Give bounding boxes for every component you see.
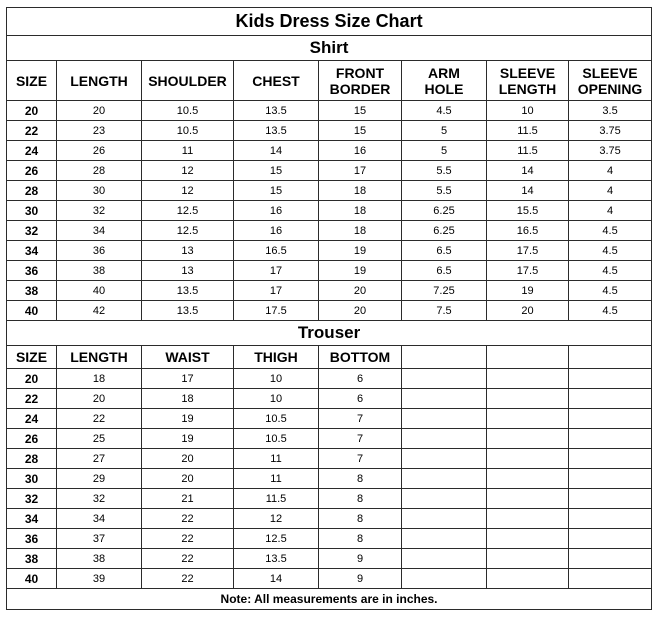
shirt-size-cell: 24 (7, 141, 57, 161)
shirt-value-cell: 13.5 (234, 101, 319, 121)
trouser-header-cell: LENGTH (57, 346, 142, 369)
shirt-table-row (7, 141, 652, 161)
trouser-value-cell: 22 (57, 409, 142, 429)
shirt-value-cell: 15 (319, 121, 402, 141)
trouser-value-cell: 13.5 (234, 549, 319, 569)
trouser-size-cell: 38 (7, 549, 57, 569)
empty-cell (569, 449, 652, 469)
shirt-value-cell: 5.5 (402, 181, 487, 201)
shirt-value-cell: 4.5 (569, 301, 652, 321)
shirt-value-cell: 18 (319, 181, 402, 201)
empty-cell (487, 549, 569, 569)
trouser-value-cell: 18 (142, 389, 234, 409)
shirt-value-cell: 40 (57, 281, 142, 301)
trouser-value-cell: 19 (142, 429, 234, 449)
trouser-value-cell: 10 (234, 369, 319, 389)
shirt-header-text: ARM (428, 64, 460, 81)
empty-cell (487, 469, 569, 489)
shirt-header-text: BORDER (329, 80, 391, 97)
shirt-value-cell: 6.25 (402, 221, 487, 241)
shirt-size-cell: 30 (7, 201, 57, 221)
trouser-header-cell: SIZE (7, 346, 57, 369)
shirt-header-cell (57, 61, 142, 101)
shirt-value-cell: 17 (319, 161, 402, 181)
shirt-header-text: CHEST (252, 72, 300, 89)
shirt-size-cell: 32 (7, 221, 57, 241)
trouser-value-cell: 20 (142, 449, 234, 469)
trouser-value-cell: 8 (319, 469, 402, 489)
shirt-header-text: OPENING (577, 80, 643, 97)
shirt-value-cell: 20 (319, 301, 402, 321)
shirt-size-cell: 40 (7, 301, 57, 321)
shirt-value-cell: 12.5 (142, 201, 234, 221)
trouser-value-cell: 7 (319, 449, 402, 469)
shirt-value-cell: 16.5 (487, 221, 569, 241)
shirt-value-cell: 4.5 (569, 221, 652, 241)
shirt-value-cell: 18 (319, 221, 402, 241)
shirt-size-cell: 22 (7, 121, 57, 141)
empty-cell (487, 449, 569, 469)
empty-cell (402, 509, 487, 529)
shirt-header-text: SIZE (15, 72, 48, 89)
shirt-value-cell: 4 (569, 181, 652, 201)
shirt-value-cell: 3.75 (569, 141, 652, 161)
trouser-size-cell: 20 (7, 369, 57, 389)
trouser-header-cell: WAIST (142, 346, 234, 369)
shirt-value-cell: 15.5 (487, 201, 569, 221)
empty-cell (569, 569, 652, 589)
trouser-value-cell: 10.5 (234, 429, 319, 449)
empty-cell (569, 509, 652, 529)
trouser-table-row (7, 389, 652, 409)
empty-cell (402, 569, 487, 589)
trouser-size-cell: 28 (7, 449, 57, 469)
trouser-table-row (7, 469, 652, 489)
shirt-value-cell: 14 (234, 141, 319, 161)
shirt-value-cell: 11.5 (487, 141, 569, 161)
trouser-value-cell: 19 (142, 409, 234, 429)
empty-cell (402, 489, 487, 509)
trouser-table-row (7, 369, 652, 389)
shirt-value-cell: 3.75 (569, 121, 652, 141)
shirt-value-cell: 4 (569, 201, 652, 221)
trouser-size-cell: 34 (7, 509, 57, 529)
empty-cell (569, 389, 652, 409)
shirt-value-cell: 26 (57, 141, 142, 161)
trouser-value-cell: 18 (57, 369, 142, 389)
empty-cell (569, 529, 652, 549)
shirt-table-row (7, 181, 652, 201)
shirt-header-text: SLEEVE (582, 64, 638, 81)
trouser-value-cell: 7 (319, 429, 402, 449)
trouser-value-cell: 8 (319, 489, 402, 509)
shirt-value-cell: 20 (319, 281, 402, 301)
trouser-value-cell: 11.5 (234, 489, 319, 509)
shirt-value-cell: 36 (57, 241, 142, 261)
shirt-value-cell: 5.5 (402, 161, 487, 181)
shirt-table-row (7, 301, 652, 321)
shirt-value-cell: 13 (142, 261, 234, 281)
empty-cell (487, 409, 569, 429)
shirt-header-text: LENGTH (70, 72, 128, 89)
trouser-value-cell: 11 (234, 449, 319, 469)
empty-cell (402, 369, 487, 389)
shirt-value-cell: 5 (402, 121, 487, 141)
empty-cell (487, 529, 569, 549)
shirt-value-cell: 19 (319, 261, 402, 281)
trouser-table-row (7, 509, 652, 529)
shirt-value-cell: 23 (57, 121, 142, 141)
trouser-header-cell: THIGH (234, 346, 319, 369)
shirt-value-cell: 17 (234, 281, 319, 301)
shirt-size-cell: 34 (7, 241, 57, 261)
trouser-value-cell: 21 (142, 489, 234, 509)
trouser-size-cell: 36 (7, 529, 57, 549)
shirt-header-text: FRONT (335, 64, 385, 81)
trouser-header-cell: BOTTOM (319, 346, 402, 369)
trouser-size-cell: 32 (7, 489, 57, 509)
trouser-value-cell: 20 (142, 469, 234, 489)
shirt-size-cell: 36 (7, 261, 57, 281)
empty-cell (569, 469, 652, 489)
shirt-value-cell: 17.5 (487, 261, 569, 281)
shirt-size-cell: 28 (7, 181, 57, 201)
shirt-value-cell: 14 (487, 161, 569, 181)
shirt-header-cell (142, 61, 234, 101)
shirt-value-cell: 19 (319, 241, 402, 261)
shirt-value-cell: 4.5 (569, 241, 652, 261)
shirt-value-cell: 34 (57, 221, 142, 241)
trouser-value-cell: 17 (142, 369, 234, 389)
shirt-header-text: SLEEVE (499, 64, 556, 81)
empty-cell (569, 549, 652, 569)
shirt-table-row (7, 261, 652, 281)
shirt-value-cell: 7.5 (402, 301, 487, 321)
trouser-value-cell: 27 (57, 449, 142, 469)
shirt-header-cell (7, 61, 57, 101)
trouser-value-cell: 10.5 (234, 409, 319, 429)
trouser-value-cell: 37 (57, 529, 142, 549)
shirt-section-title: Shirt (7, 36, 652, 61)
shirt-value-cell: 12.5 (142, 221, 234, 241)
shirt-value-cell: 16 (319, 141, 402, 161)
shirt-value-cell: 15 (319, 101, 402, 121)
shirt-header-text: SHOULDER (148, 72, 227, 89)
shirt-table-row (7, 101, 652, 121)
shirt-value-cell: 10.5 (142, 101, 234, 121)
shirt-value-cell: 18 (319, 201, 402, 221)
trouser-size-cell: 30 (7, 469, 57, 489)
shirt-value-cell: 30 (57, 181, 142, 201)
trouser-value-cell: 8 (319, 509, 402, 529)
shirt-value-cell: 13.5 (142, 301, 234, 321)
empty-cell (569, 346, 652, 369)
shirt-value-cell: 16 (234, 201, 319, 221)
trouser-table-row (7, 409, 652, 429)
shirt-value-cell: 15 (234, 181, 319, 201)
shirt-header-cell (487, 61, 569, 101)
shirt-value-cell: 13.5 (234, 121, 319, 141)
shirt-table-row (7, 241, 652, 261)
empty-cell (402, 389, 487, 409)
trouser-value-cell: 32 (57, 489, 142, 509)
trouser-value-cell: 20 (57, 389, 142, 409)
trouser-value-cell: 10 (234, 389, 319, 409)
trouser-value-cell: 12.5 (234, 529, 319, 549)
shirt-header-text: LENGTH (498, 80, 557, 97)
shirt-value-cell: 16.5 (234, 241, 319, 261)
empty-cell (402, 469, 487, 489)
shirt-table-row (7, 221, 652, 241)
empty-cell (402, 346, 487, 369)
shirt-value-cell: 4.5 (569, 261, 652, 281)
trouser-value-cell: 6 (319, 389, 402, 409)
empty-cell (569, 369, 652, 389)
shirt-value-cell: 6.25 (402, 201, 487, 221)
shirt-header-cell (569, 61, 652, 101)
shirt-table-row (7, 121, 652, 141)
empty-cell (402, 449, 487, 469)
trouser-size-cell: 26 (7, 429, 57, 449)
shirt-value-cell: 6.5 (402, 261, 487, 281)
trouser-table-row (7, 549, 652, 569)
empty-cell (487, 389, 569, 409)
trouser-size-cell: 22 (7, 389, 57, 409)
shirt-value-cell: 17 (234, 261, 319, 281)
shirt-size-cell: 38 (7, 281, 57, 301)
trouser-value-cell: 12 (234, 509, 319, 529)
shirt-value-cell: 14 (487, 181, 569, 201)
shirt-value-cell: 15 (234, 161, 319, 181)
size-chart-table (6, 7, 652, 610)
shirt-table-row (7, 161, 652, 181)
trouser-table-row (7, 489, 652, 509)
trouser-value-cell: 6 (319, 369, 402, 389)
empty-cell (487, 429, 569, 449)
trouser-value-cell: 22 (142, 569, 234, 589)
trouser-size-cell: 40 (7, 569, 57, 589)
trouser-value-cell: 25 (57, 429, 142, 449)
trouser-value-cell: 22 (142, 529, 234, 549)
shirt-value-cell: 16 (234, 221, 319, 241)
trouser-value-cell: 9 (319, 549, 402, 569)
shirt-value-cell: 10.5 (142, 121, 234, 141)
shirt-value-cell: 20 (57, 101, 142, 121)
trouser-table-row (7, 429, 652, 449)
shirt-value-cell: 4.5 (569, 281, 652, 301)
empty-cell (569, 429, 652, 449)
shirt-size-cell: 26 (7, 161, 57, 181)
shirt-value-cell: 32 (57, 201, 142, 221)
empty-cell (402, 409, 487, 429)
empty-cell (569, 409, 652, 429)
empty-cell (402, 549, 487, 569)
shirt-value-cell: 7.25 (402, 281, 487, 301)
shirt-value-cell: 17.5 (487, 241, 569, 261)
shirt-value-cell: 6.5 (402, 241, 487, 261)
shirt-header-text: HOLE (424, 80, 464, 97)
shirt-value-cell: 10 (487, 101, 569, 121)
shirt-value-cell: 3.5 (569, 101, 652, 121)
shirt-value-cell: 4.5 (402, 101, 487, 121)
measurement-note: Note: All measurements are in inches. (7, 589, 652, 610)
trouser-value-cell: 29 (57, 469, 142, 489)
trouser-value-cell: 38 (57, 549, 142, 569)
shirt-value-cell: 13.5 (142, 281, 234, 301)
empty-cell (402, 529, 487, 549)
empty-cell (487, 346, 569, 369)
trouser-value-cell: 11 (234, 469, 319, 489)
trouser-section-title: Trouser (7, 321, 652, 346)
trouser-value-cell: 8 (319, 529, 402, 549)
shirt-header-cell (234, 61, 319, 101)
shirt-table-row (7, 281, 652, 301)
trouser-value-cell: 9 (319, 569, 402, 589)
shirt-table-row (7, 201, 652, 221)
shirt-value-cell: 20 (487, 301, 569, 321)
shirt-value-cell: 11.5 (487, 121, 569, 141)
shirt-value-cell: 28 (57, 161, 142, 181)
shirt-value-cell: 42 (57, 301, 142, 321)
trouser-value-cell: 22 (142, 549, 234, 569)
trouser-value-cell: 34 (57, 509, 142, 529)
shirt-value-cell: 5 (402, 141, 487, 161)
shirt-size-cell: 20 (7, 101, 57, 121)
trouser-value-cell: 7 (319, 409, 402, 429)
empty-cell (402, 429, 487, 449)
trouser-value-cell: 39 (57, 569, 142, 589)
trouser-value-cell: 22 (142, 509, 234, 529)
shirt-header-cell (319, 61, 402, 101)
shirt-value-cell: 12 (142, 161, 234, 181)
trouser-table-row (7, 529, 652, 549)
shirt-header-row (7, 61, 652, 101)
shirt-value-cell: 19 (487, 281, 569, 301)
shirt-header-cell (402, 61, 487, 101)
size-chart-sheet (6, 7, 651, 613)
empty-cell (487, 369, 569, 389)
shirt-value-cell: 17.5 (234, 301, 319, 321)
trouser-size-cell: 24 (7, 409, 57, 429)
empty-cell (569, 489, 652, 509)
trouser-header-row (7, 346, 652, 369)
chart-title: Kids Dress Size Chart (7, 8, 652, 36)
shirt-value-cell: 12 (142, 181, 234, 201)
trouser-table-row (7, 569, 652, 589)
shirt-value-cell: 4 (569, 161, 652, 181)
empty-cell (487, 509, 569, 529)
empty-cell (487, 569, 569, 589)
shirt-value-cell: 13 (142, 241, 234, 261)
shirt-value-cell: 38 (57, 261, 142, 281)
trouser-table-row (7, 449, 652, 469)
shirt-value-cell: 11 (142, 141, 234, 161)
empty-cell (487, 489, 569, 509)
trouser-value-cell: 14 (234, 569, 319, 589)
